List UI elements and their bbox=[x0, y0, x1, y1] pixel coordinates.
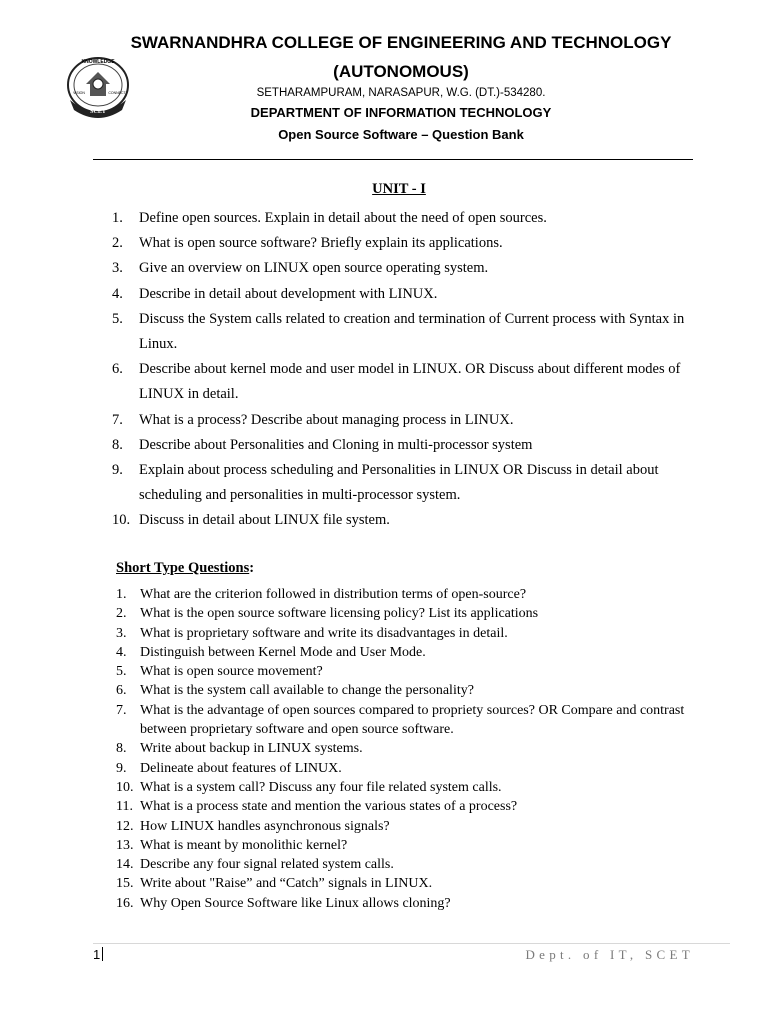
question-text: What is proprietary software and write its disadvantages in detail. bbox=[140, 625, 508, 641]
question-text: Describe about kernel mode and user model in LINUX. OR Discuss about different modes of LINUX in detail. bbox=[139, 361, 681, 403]
question-number: 10. bbox=[116, 779, 134, 795]
question-text: What are the criterion followed in distribution terms of open-source? bbox=[140, 587, 527, 602]
long-question-list bbox=[112, 206, 712, 534]
question-item bbox=[116, 894, 706, 913]
question-number: 14. bbox=[116, 857, 134, 873]
question-text: How LINUX handles asynchronous signals? bbox=[140, 818, 390, 834]
question-item bbox=[112, 458, 712, 508]
svg-text:CONNECT: CONNECT bbox=[108, 91, 126, 95]
question-number: 11. bbox=[116, 799, 133, 815]
question-number: 3. bbox=[116, 625, 127, 641]
question-item bbox=[112, 231, 712, 256]
question-text: Define open sources. Explain in detail about the need of open sources. bbox=[139, 210, 547, 226]
question-text: What is the system call available to change the personality? bbox=[140, 683, 474, 699]
question-item bbox=[116, 604, 706, 623]
question-item bbox=[116, 643, 706, 662]
question-item bbox=[112, 307, 712, 357]
page-number-value: 1 bbox=[93, 947, 101, 962]
question-number: 2. bbox=[116, 606, 127, 622]
question-text: What is open source software? Briefly explain its applications. bbox=[139, 235, 503, 252]
question-item bbox=[112, 508, 712, 533]
question-number: 2. bbox=[112, 235, 123, 252]
question-number: 8. bbox=[116, 741, 127, 757]
question-item bbox=[116, 817, 706, 836]
question-text: Explain about process scheduling and Personalities in LINUX OR Discuss in detail about scheduling and personalities in multi-processor system. bbox=[139, 462, 659, 504]
question-number: 1. bbox=[112, 210, 123, 226]
unit-title: UNIT - I bbox=[372, 181, 426, 197]
question-number: 1. bbox=[116, 587, 127, 602]
question-text: Give an overview on LINUX open source operating system. bbox=[139, 260, 489, 277]
question-item bbox=[116, 701, 706, 740]
question-item bbox=[116, 624, 706, 643]
question-text: Distinguish between Kernel Mode and User Mode. bbox=[140, 644, 426, 660]
question-text: Why Open Source Software like Linux allows cloning? bbox=[140, 895, 451, 911]
question-number: 6. bbox=[116, 683, 127, 699]
department-name: DEPARTMENT OF INFORMATION TECHNOLOGY bbox=[250, 105, 552, 120]
question-number: 7. bbox=[112, 411, 123, 428]
short-heading-text: Short Type Questions bbox=[116, 560, 250, 576]
question-item bbox=[116, 855, 706, 874]
question-text: What is a system call? Discuss any four file related system calls. bbox=[140, 779, 502, 795]
question-item bbox=[116, 739, 706, 758]
question-text: Discuss in detail about LINUX file system. bbox=[139, 512, 390, 529]
question-text: Discuss the System calls related to creation and termination of Current process with Syntax in Linux. bbox=[139, 310, 685, 353]
question-number: 4. bbox=[112, 285, 123, 302]
question-text: What is open source movement? bbox=[140, 664, 323, 680]
question-item bbox=[116, 759, 706, 778]
question-text: What is meant by monolithic kernel? bbox=[140, 837, 348, 853]
college-address: SETHARAMPURAM, NARASAPUR, W.G. (DT.)-534280. bbox=[256, 87, 546, 99]
question-text: Write about "Raise” and “Catch” signals in LINUX. bbox=[140, 876, 433, 892]
question-item bbox=[116, 662, 706, 681]
question-item bbox=[116, 797, 706, 816]
svg-text:VISION: VISION bbox=[73, 91, 85, 95]
question-number: 3. bbox=[112, 260, 123, 277]
question-text: Write about backup in LINUX systems. bbox=[140, 741, 363, 757]
question-item bbox=[112, 433, 712, 458]
college-name: SWARNANDHRA COLLEGE OF ENGINEERING AND TECHNOLOGY bbox=[130, 33, 672, 52]
short-question-list bbox=[116, 585, 706, 913]
question-item bbox=[116, 585, 706, 604]
page-number bbox=[93, 947, 103, 962]
question-number: 13. bbox=[116, 837, 134, 853]
document-subject: Open Source Software – Question Bank bbox=[278, 127, 524, 142]
question-text: Delineate about features of LINUX. bbox=[140, 760, 342, 776]
question-item bbox=[112, 357, 712, 407]
question-number: 5. bbox=[112, 310, 123, 327]
question-number: 6. bbox=[112, 361, 123, 378]
short-heading-colon: : bbox=[249, 560, 255, 576]
question-text: Describe in detail about development with LINUX. bbox=[139, 285, 438, 302]
question-number: 4. bbox=[116, 644, 127, 660]
question-item bbox=[116, 778, 706, 797]
short-questions-heading bbox=[116, 560, 254, 577]
question-text: Describe about Personalities and Cloning in multi-processor system bbox=[139, 436, 533, 453]
question-text: Describe any four signal related system calls. bbox=[140, 857, 394, 873]
question-item bbox=[116, 836, 706, 855]
question-number: 15. bbox=[116, 876, 134, 892]
question-item bbox=[112, 256, 712, 281]
footer-dept: Dept. of IT, SCET bbox=[525, 947, 694, 962]
question-item bbox=[116, 681, 706, 700]
question-number: 9. bbox=[116, 760, 127, 776]
question-item bbox=[112, 282, 712, 307]
question-number: 7. bbox=[116, 702, 127, 718]
question-item bbox=[112, 408, 712, 433]
question-text: What is the advantage of open sources compared to propriety sources? OR Compare and contrast between proprietary software and open source software. bbox=[140, 702, 685, 738]
college-status: (AUTONOMOUS) bbox=[333, 62, 469, 81]
question-number: 5. bbox=[116, 664, 127, 680]
question-text: What is a process state and mention the various states of a process? bbox=[140, 799, 518, 815]
question-number: 16. bbox=[116, 895, 134, 911]
footer-divider bbox=[93, 943, 730, 944]
question-item bbox=[112, 206, 712, 231]
page-number-bar bbox=[102, 947, 103, 961]
question-number: 12. bbox=[116, 818, 134, 834]
question-text: What is a process? Describe about managing process in LINUX. bbox=[139, 411, 514, 428]
question-number: 8. bbox=[112, 436, 123, 453]
question-number: 10. bbox=[112, 512, 131, 529]
question-text: What is the open source software licensing policy? List its applications bbox=[140, 606, 539, 622]
svg-text:KNOWLEDGE: KNOWLEDGE bbox=[81, 59, 115, 65]
header-divider bbox=[93, 159, 693, 160]
svg-text:SCET: SCET bbox=[90, 109, 106, 115]
question-item bbox=[116, 874, 706, 893]
question-number: 9. bbox=[112, 462, 123, 479]
